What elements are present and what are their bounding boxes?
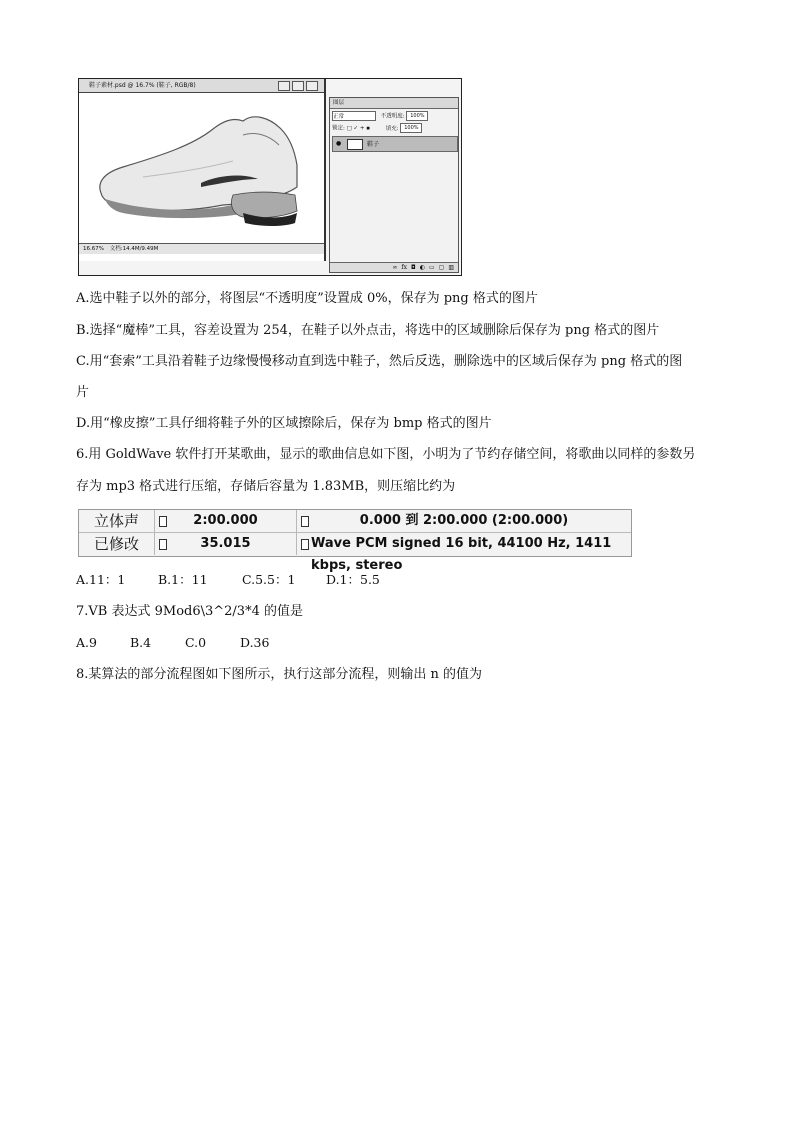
q8-stem: 8.某算法的部分流程图如下图所示，执行这部分流程，则输出 n 的值为 <box>76 667 483 682</box>
ps-fill-value: 100% <box>400 123 422 133</box>
ps-zoom-level: 16.67% <box>83 246 104 252</box>
gw-position: 35.015 <box>155 533 297 555</box>
ps-layers-panel <box>329 97 459 273</box>
ps-blend-mode-value: 正常 <box>333 114 345 120</box>
close-icon <box>306 81 318 91</box>
ps-window-buttons <box>278 81 318 91</box>
ps-blend-mode-select <box>332 111 376 121</box>
ps-title-bar <box>79 79 324 93</box>
ps-lock-label: 锁定: <box>332 125 345 132</box>
ps-layer-row <box>332 136 458 152</box>
q5-option-a: A.选中鞋子以外的部分，将图层“不透明度”设置成 0%，保存为 png 格式的图片 <box>76 291 538 306</box>
ps-opacity-label: 不透明度: <box>380 113 405 120</box>
shoe-image <box>83 95 319 243</box>
fx-icon: fx <box>401 264 407 271</box>
folder-icon: ▭ <box>428 264 435 271</box>
ps-doc-title: 鞋子素材.psd @ 16.7% (鞋子, RGB/8) <box>89 82 196 89</box>
new-layer-icon: ▢ <box>438 264 445 271</box>
q6-option-b: B.1：11 <box>158 572 208 587</box>
mask-icon: ◘ <box>410 264 416 271</box>
ps-blend-row <box>332 111 456 121</box>
gw-row <box>79 533 631 573</box>
ps-layers-tab-label: 图层 <box>333 100 345 106</box>
q7-option-d: D.36 <box>240 635 270 650</box>
minimize-icon <box>278 81 290 91</box>
ps-fill-label: 填充: <box>385 125 399 132</box>
gw-channel: 立体声 <box>79 510 155 532</box>
q7-option-b: B.4 <box>130 635 152 650</box>
maximize-icon <box>292 81 304 91</box>
q5-option-c-line1: C.用“套索”工具沿着鞋子边缘慢慢移动直到选中鞋子，然后反选，删除选中的区域后保存为 png 格式的图 <box>76 354 683 369</box>
q5-option-d: D.用“橡皮擦”工具仔细将鞋子外的区域擦除后，保存为 bmp 格式的图片 <box>76 416 492 431</box>
q7-option-a: A.9 <box>76 635 97 650</box>
goldwave-info-table <box>78 509 632 573</box>
ps-panel-toolbar <box>330 262 458 272</box>
link-icon: ∞ <box>392 264 398 271</box>
ps-lock-row <box>332 123 456 133</box>
photoshop-screenshot <box>78 78 462 276</box>
ps-doc-size: 文档:14.4M/9.49M <box>109 246 159 252</box>
q7-option-c: C.0 <box>185 635 207 650</box>
layer-thumbnail <box>347 139 363 150</box>
ps-document-window <box>79 79 326 261</box>
q6-option-d: D.1：5.5 <box>326 572 380 587</box>
ps-canvas <box>83 95 319 243</box>
adjust-icon: ◐ <box>419 264 425 271</box>
trash-icon: ▥ <box>448 264 454 271</box>
q7-stem: 7.VB 表达式 9Mod6\3^2/3*4 的值是 <box>76 604 303 619</box>
q6-stem-line1: 6.用 GoldWave 软件打开某歌曲，显示的歌曲信息如下图，小明为了节约存储空间，将歌曲以同样的参数另 <box>76 447 696 462</box>
gw-modified: 已修改 <box>79 533 155 555</box>
q6-option-a: A.11：1 <box>76 572 126 587</box>
ps-opacity-value: 100% <box>406 111 428 121</box>
q6-stem-line2: 存为 mp3 格式进行压缩，存储后容量为 1.83MB，则压缩比约为 <box>76 479 456 494</box>
lock-icons: □ ✓ + ▪ <box>346 125 370 132</box>
gw-duration: 2:00.000 <box>155 510 297 532</box>
eye-icon: ● <box>336 140 342 147</box>
gw-selection: 0.000 到 2:00.000 (2:00.000) <box>359 513 569 528</box>
gw-row <box>79 510 631 533</box>
ps-layers-tab <box>330 98 458 109</box>
ps-status-bar <box>79 243 324 254</box>
q5-option-b: B.选择“魔棒”工具，容差设置为 254，在鞋子以外点击，将选中的区域删除后保存为 png 格式的图片 <box>76 323 660 338</box>
ps-layer-name: 鞋子 <box>367 141 380 148</box>
q6-option-c: C.5.5：1 <box>242 572 296 587</box>
q5-option-c-line2: 片 <box>76 385 90 400</box>
gw-format: Wave PCM signed 16 bit, 44100 Hz, 1411 kbps, stereo <box>311 536 612 573</box>
